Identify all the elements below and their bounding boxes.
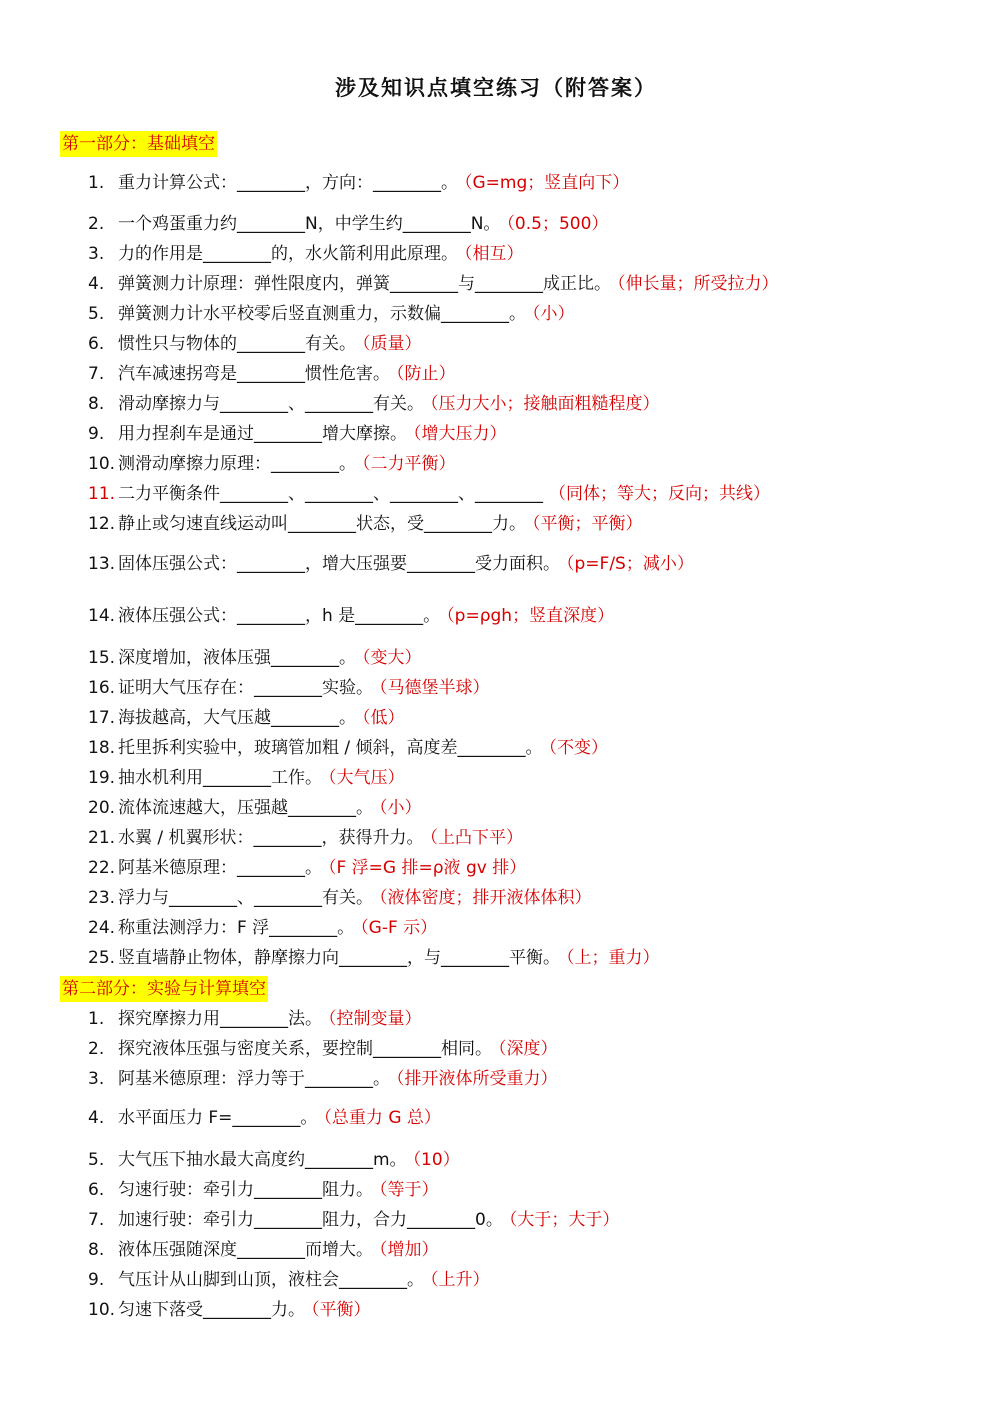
question-item: [88, 1038, 558, 1060]
question-number: 16.: [88, 678, 116, 698]
answer-text: （大于；大于）: [508, 1210, 620, 1230]
answer-text: （变大）: [362, 648, 422, 668]
question-item: [88, 1068, 558, 1090]
section-header-part1: 第一部分：基础填空: [60, 131, 217, 157]
question-text: 滑动摩擦力与________、________有关。: [118, 394, 424, 414]
answer-text: （压力大小；接触面粗糙程度）: [430, 394, 660, 414]
answer-text: （同体；等大；反向；共线）: [549, 484, 770, 504]
question-number: 8.: [88, 394, 105, 414]
question-text: 加速行驶：牵引力________阻力，合力________0。: [118, 1210, 503, 1230]
question-item: [88, 1179, 439, 1201]
answer-text: （二力平衡）: [362, 454, 456, 474]
answer-text: （小）: [532, 304, 575, 324]
question-number: 1.: [88, 1009, 105, 1029]
answer-text: （上；重力）: [566, 948, 660, 968]
answer-text: （排开液体所受重力）: [396, 1069, 558, 1089]
question-item: [88, 605, 614, 627]
question-text: 一个鸡蛋重力约________N，中学生约________N。: [118, 214, 501, 234]
question-item: [88, 213, 608, 235]
section-header-part2: 第二部分：实验与计算填空: [60, 976, 268, 1002]
question-text: 固体压强公式：________，增大压强要________受力面积。: [118, 554, 560, 574]
question-text: 流体流速越大，压强越________。: [118, 798, 373, 818]
question-number: 6.: [88, 1180, 105, 1200]
question-number: 7.: [88, 364, 105, 384]
answer-text: （p=ρgh；竖直深度）: [446, 606, 615, 626]
question-item: [88, 1269, 490, 1291]
question-number: 18.: [88, 738, 116, 758]
answer-text: （增大压力）: [413, 424, 507, 444]
question-text: 用力捏刹车是通过________增大摩擦。: [118, 424, 407, 444]
question-item: [88, 1149, 460, 1171]
question-number: 3.: [88, 244, 105, 264]
question-text: 海拔越高，大气压越________。: [118, 708, 356, 728]
question-item: [88, 1008, 422, 1030]
question-number: 23.: [88, 888, 116, 908]
question-number: 19.: [88, 768, 116, 788]
question-text: 水翼 / 机翼形状：________，获得升力。: [118, 828, 424, 848]
question-number: 24.: [88, 918, 116, 938]
question-item: [88, 917, 437, 939]
answer-text: （10）: [412, 1150, 460, 1170]
question-item: [88, 737, 608, 759]
question-number: 4.: [88, 274, 105, 294]
question-item: [88, 243, 524, 265]
question-item: [88, 333, 422, 355]
answer-text: （伸长量；所受拉力）: [617, 274, 779, 294]
answer-text: （G=mg；竖直向下）: [464, 173, 630, 193]
question-number: 22.: [88, 858, 116, 878]
question-item: [88, 1239, 439, 1261]
question-text: 匀速行驶：牵引力________阻力。: [118, 1180, 373, 1200]
question-number: 8.: [88, 1240, 105, 1260]
answer-text: （p=F/S；减小）: [566, 554, 694, 574]
question-text: 抽水机利用________工作。: [118, 768, 322, 788]
question-text: 惯性只与物体的________有关。: [118, 334, 356, 354]
answer-text: （防止）: [396, 364, 456, 384]
question-item: [88, 1299, 371, 1321]
question-text: 静止或匀速直线运动叫________状态，受________力。: [118, 514, 526, 534]
question-number: 11.: [88, 484, 116, 504]
question-item: [88, 647, 422, 669]
question-item: [88, 453, 456, 475]
question-number: 9.: [88, 1270, 105, 1290]
answer-text: （液体密度；排开液体体积）: [379, 888, 592, 908]
question-item: [88, 423, 507, 445]
question-item: [88, 677, 490, 699]
answer-text: （增加）: [379, 1240, 439, 1260]
question-item: [88, 947, 660, 969]
answer-text: （不变）: [548, 738, 609, 758]
question-item: [88, 273, 779, 295]
question-text: 弹簧测力计原理：弹性限度内，弹簧________与________成正比。: [118, 274, 611, 294]
question-number: 2.: [88, 1039, 105, 1059]
question-text: 阿基米德原理：________。: [118, 858, 322, 878]
question-number: 21.: [88, 828, 116, 848]
answer-text: （G-F 示）: [360, 918, 438, 938]
question-number: 12.: [88, 514, 116, 534]
answer-text: （平衡）: [311, 1300, 371, 1320]
question-text: 气压计从山脚到山顶，液柱会________。: [118, 1270, 424, 1290]
question-text: 探究摩擦力用________法。: [118, 1009, 322, 1029]
question-item: [88, 513, 643, 535]
question-number: 15.: [88, 648, 116, 668]
question-text: 液体压强随深度________而增大。: [118, 1240, 373, 1260]
question-text: 大气压下抽水最大高度约________m。: [118, 1150, 407, 1170]
answer-text: （马德堡半球）: [379, 678, 490, 698]
question-item: [88, 363, 456, 385]
question-number: 6.: [88, 334, 105, 354]
question-item: [88, 767, 405, 789]
question-text: 液体压强公式：________，h 是________。: [118, 606, 441, 626]
answer-text: （平衡；平衡）: [532, 514, 643, 534]
question-text: 阿基米德原理：浮力等于________。: [118, 1069, 390, 1089]
question-item: [88, 553, 694, 575]
answer-text: （大气压）: [328, 768, 405, 788]
question-item: [88, 827, 523, 849]
question-number: 9.: [88, 424, 105, 444]
answer-text: （等于）: [379, 1180, 439, 1200]
question-number: 5.: [88, 304, 105, 324]
question-text: 匀速下落受________力。: [118, 1300, 305, 1320]
question-item: [88, 1209, 619, 1231]
question-item: [88, 887, 592, 909]
answer-text: （上凸下平）: [429, 828, 524, 848]
question-item: [88, 483, 770, 505]
question-number: 7.: [88, 1210, 105, 1230]
question-item: [88, 797, 422, 819]
question-item: [88, 707, 405, 729]
question-number: 13.: [88, 554, 116, 574]
question-item: [88, 857, 526, 879]
question-item: [88, 172, 629, 194]
answer-text: （F 浮=G 排=ρ液 gv 排）: [328, 858, 527, 878]
question-number: 10.: [88, 1300, 116, 1320]
answer-text: （深度）: [498, 1039, 558, 1059]
question-text: 二力平衡条件________、________、________、________: [118, 484, 543, 504]
question-text: 称重法测浮力：F 浮________。: [118, 918, 355, 938]
question-number: 3.: [88, 1069, 105, 1089]
question-text: 弹簧测力计水平校零后竖直测重力，示数偏________。: [118, 304, 526, 324]
question-text: 汽车减速拐弯是________惯性危害。: [118, 364, 390, 384]
question-text: 探究液体压强与密度关系，要控制________相同。: [118, 1039, 492, 1059]
answer-text: （小）: [379, 798, 422, 818]
answer-text: （总重力 G 总）: [323, 1108, 441, 1128]
question-text: 深度增加，液体压强________。: [118, 648, 356, 668]
question-item: [88, 393, 660, 415]
question-text: 浮力与________、________有关。: [118, 888, 373, 908]
question-text: 力的作用是________的，水火箭利用此原理。: [118, 244, 458, 264]
question-text: 重力计算公式：________，方向：________。: [118, 173, 458, 193]
answer-text: （相互）: [464, 244, 524, 264]
page-title: 涉及知识点填空练习（附答案）: [335, 75, 657, 100]
question-number: 20.: [88, 798, 116, 818]
question-number: 4.: [88, 1108, 105, 1128]
question-number: 14.: [88, 606, 116, 626]
answer-text: （质量）: [362, 334, 422, 354]
question-number: 17.: [88, 708, 116, 728]
question-item: [88, 1107, 441, 1129]
answer-text: （低）: [362, 708, 405, 728]
question-text: 竖直墙静止物体，静摩擦力向________，与________平衡。: [118, 948, 560, 968]
answer-text: （上升）: [430, 1270, 490, 1290]
answer-text: （控制变量）: [328, 1009, 422, 1029]
answer-text: （0.5；500）: [506, 214, 609, 234]
question-number: 5.: [88, 1150, 105, 1170]
question-number: 2.: [88, 214, 105, 234]
question-text: 证明大气压存在：________实验。: [118, 678, 373, 698]
question-number: 25.: [88, 948, 116, 968]
question-number: 10.: [88, 454, 116, 474]
question-number: 1.: [88, 173, 105, 193]
question-text: 测滑动摩擦力原理：________。: [118, 454, 356, 474]
question-item: [88, 303, 575, 325]
question-text: 水平面压力 F=________。: [118, 1108, 318, 1128]
question-text: 托里拆利实验中，玻璃管加粗 / 倾斜，高度差________。: [118, 738, 543, 758]
